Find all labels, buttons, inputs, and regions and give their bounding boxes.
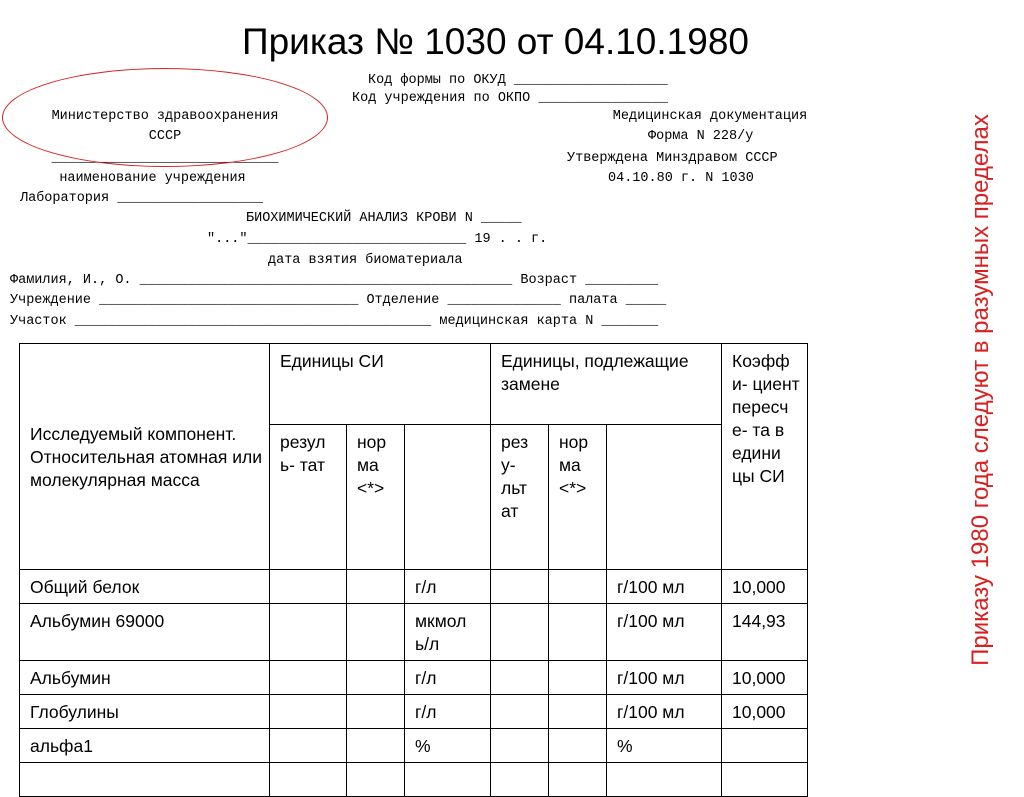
- table-row: [20, 661, 808, 695]
- old-norm-cell: [549, 695, 607, 729]
- page-title: Приказ № 1030 от 04.10.1980: [242, 21, 749, 62]
- old-result-cell: [491, 604, 549, 661]
- approved-by: Утверждена Минздравом СССР: [567, 151, 778, 166]
- component-name: альфа1: [20, 729, 270, 763]
- si-result-cell: [270, 570, 347, 604]
- old-unit-cell: г/100 мл: [607, 695, 722, 729]
- approved-date: 04.10.80 г. N 1030: [608, 171, 754, 186]
- lab-line: Лаборатория __________________: [20, 191, 264, 206]
- okud-line: Код формы по ОКУД ___________________: [368, 73, 668, 88]
- old-unit-cell: г/100 мл: [607, 570, 722, 604]
- coefficient-cell: 10,000: [722, 661, 808, 695]
- old-norm-cell: [549, 604, 607, 661]
- header-coefficient: Коэфф и- циент пересч е- та в едини цы СИ: [722, 344, 808, 570]
- header-component: Исследуемый компонент. Относительная атомная или молекулярная масса: [20, 344, 270, 570]
- side-note: Приказу 1980 года следуют в разумных пределах: [967, 114, 994, 666]
- district-line: Участок ____________________________________________ медицинская карта N _______: [10, 314, 659, 329]
- coefficient-cell: 144,93: [722, 604, 808, 661]
- header-si-unit: [405, 425, 491, 570]
- institution-label: наименование учреждения: [59, 171, 246, 186]
- si-result-cell: [270, 695, 347, 729]
- si-norm-cell: [347, 661, 405, 695]
- analysis-title: БИОХИМИЧЕСКИЙ АНАЛИЗ КРОВИ N _____: [246, 211, 522, 226]
- si-unit-cell: г/л: [405, 695, 491, 729]
- component-name: Глобулины: [20, 695, 270, 729]
- table-row: [20, 570, 808, 604]
- side-note-container: [960, 60, 1002, 720]
- si-unit-cell: %: [405, 729, 491, 763]
- si-unit-cell: мкмол ь/л: [405, 604, 491, 661]
- old-result-cell: [491, 570, 549, 604]
- si-result-cell: [270, 661, 347, 695]
- old-norm-cell: [549, 729, 607, 763]
- header-old-result: рез у- льт ат: [491, 425, 549, 570]
- si-unit-cell: г/л: [405, 570, 491, 604]
- si-norm-cell: [347, 695, 405, 729]
- table-row: [20, 729, 808, 763]
- table-row: [20, 695, 808, 729]
- si-norm-cell: [347, 570, 405, 604]
- old-norm-cell: [549, 661, 607, 695]
- coefficient-cell: 10,000: [722, 570, 808, 604]
- ministry-name: Министерство здравоохранения: [51, 109, 279, 124]
- old-result-cell: [491, 695, 549, 729]
- component-name: Общий белок: [20, 570, 270, 604]
- table-row: [20, 604, 808, 661]
- date-line: "..."___________________________ 19 . . г.: [207, 232, 548, 247]
- si-norm-cell: [347, 604, 405, 661]
- header-old-units: Единицы, подлежащие замене: [491, 344, 722, 425]
- si-norm-cell: [347, 729, 405, 763]
- doc-type: Медицинская документация: [612, 109, 808, 124]
- coefficient-cell: 10,000: [722, 695, 808, 729]
- old-result-cell: [491, 729, 549, 763]
- patient-line: Фамилия, И., О. ______________________________________________ Возраст _________: [10, 273, 659, 288]
- old-unit-cell: г/100 мл: [607, 604, 722, 661]
- date-label: дата взятия биоматериала: [268, 253, 463, 268]
- header-si-result: резул ь- тат: [270, 425, 347, 570]
- header-si-units: Единицы СИ: [270, 344, 491, 425]
- analysis-table: [19, 343, 808, 797]
- header-si-norm: нор ма <*>: [347, 425, 405, 570]
- si-result-cell: [270, 604, 347, 661]
- department-line: Учреждение ________________________________ Отделение ______________ палата _____: [10, 293, 667, 308]
- si-result-cell: [270, 729, 347, 763]
- institution-blank: ____________________________: [51, 151, 279, 166]
- ministry-country: СССР: [148, 129, 182, 144]
- old-unit-cell: г/100 мл: [607, 661, 722, 695]
- header-old-unit: [607, 425, 722, 570]
- highlight-oval: [2, 68, 328, 167]
- si-unit-cell: г/л: [405, 661, 491, 695]
- old-unit-cell: %: [607, 729, 722, 763]
- component-name: Альбумин: [20, 661, 270, 695]
- old-norm-cell: [549, 570, 607, 604]
- old-result-cell: [491, 661, 549, 695]
- okpo-line: Код учреждения по ОКПО ________________: [352, 91, 668, 106]
- component-name: Альбумин 69000: [20, 604, 270, 661]
- header-old-norm: нор ма <*>: [549, 425, 607, 570]
- form-number: Форма N 228/у: [648, 129, 754, 144]
- coefficient-cell: [722, 729, 808, 763]
